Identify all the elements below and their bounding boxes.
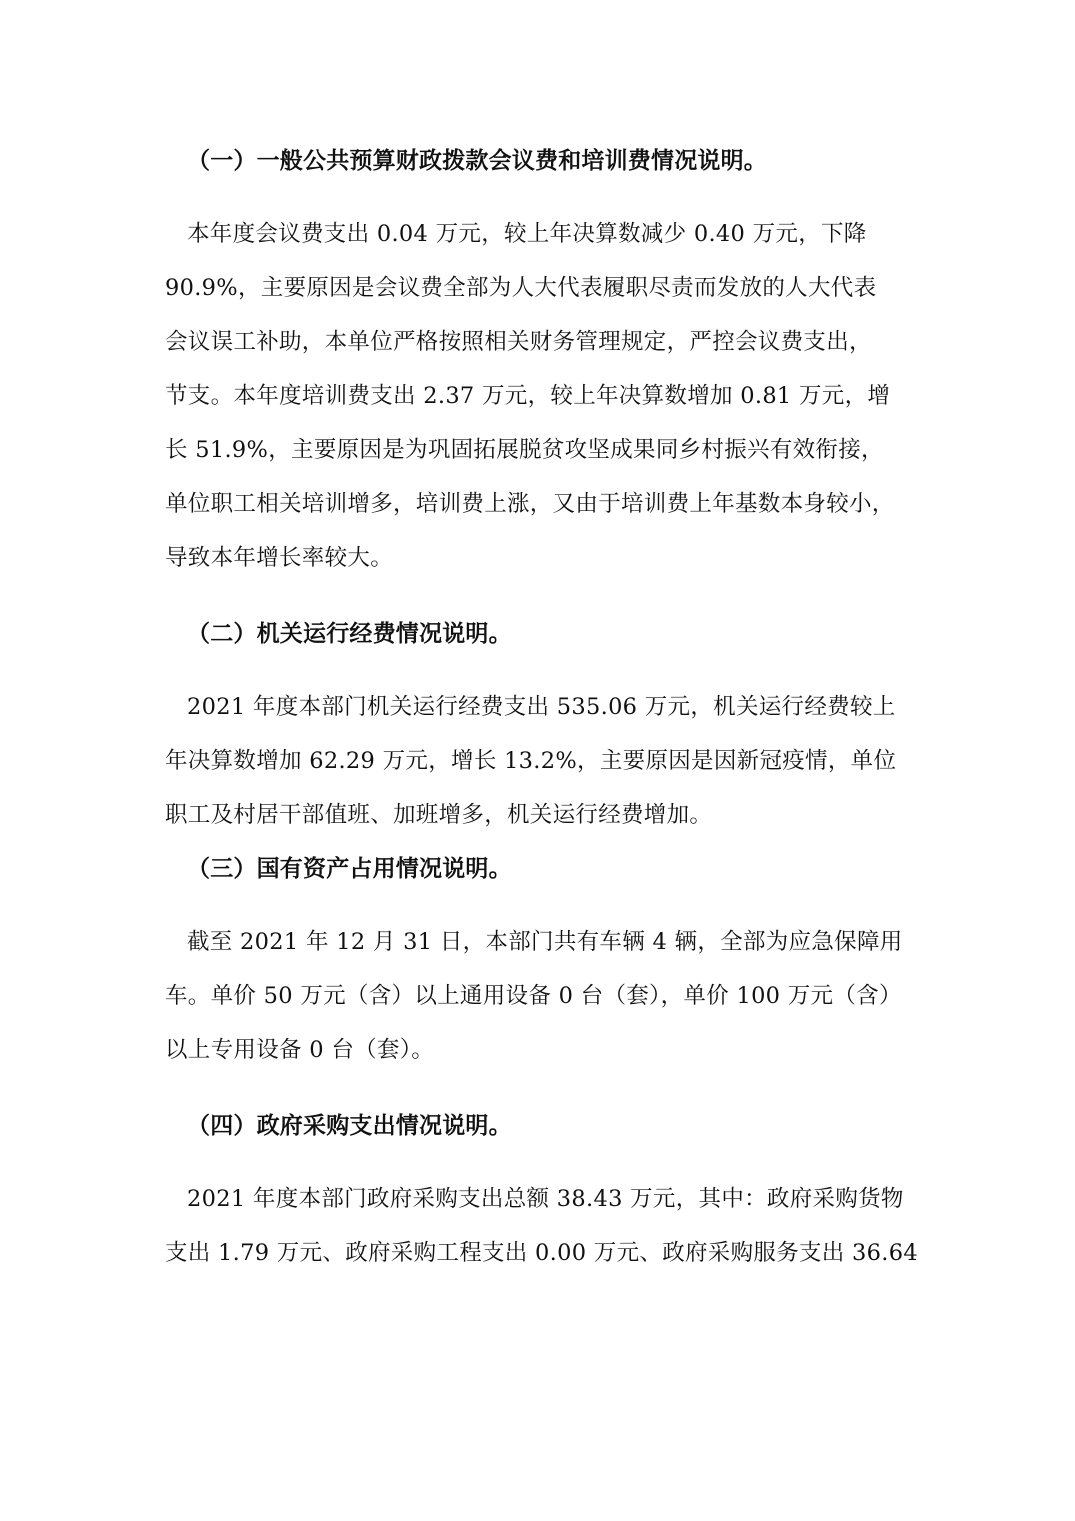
section-paragraph-4 — [165, 1172, 918, 1280]
paragraph-line: 职工及村居干部值班、加班增多，机关运行经费增加。 — [165, 802, 713, 828]
paragraph-line: 截至 2021 年 12 月 31 日，本部门共有车辆 4 辆，全部为应急保障用 — [187, 929, 903, 955]
paragraph-line: 会议误工补助，本单位严格按照相关财务管理规定，严控会议费支出， — [165, 329, 872, 355]
paragraph-line: 单位职工相关培训增多，培训费上涨，又由于培训费上年基数本身较小， — [165, 491, 895, 517]
paragraph-line: 本年度会议费支出 0.04 万元，较上年决算数减少 0.40 万元，下降 — [187, 221, 867, 247]
section-paragraph-3 — [165, 915, 915, 1077]
paragraph-line: 支出 1.79 万元、政府采购工程支出 0.00 万元、政府采购服务支出 36.64 — [165, 1240, 918, 1266]
section-heading-1: （一）一般公共预算财政拨款会议费和培训费情况说明。 — [187, 147, 767, 174]
section-paragraph-2 — [165, 680, 915, 842]
section-paragraph-1 — [165, 207, 915, 585]
paragraph-line: 长 51.9%，主要原因是为巩固拓展脱贫攻坚成果同乡村振兴有效衔接， — [165, 437, 884, 463]
paragraph-line: 2021 年度本部门政府采购支出总额 38.43 万元，其中：政府采购货物 — [187, 1186, 904, 1212]
paragraph-line: 车。单价 50 万元（含）以上通用设备 0 台（套），单价 100 万元（含） — [165, 983, 902, 1009]
paragraph-line: 90.9%，主要原因是会议费全部为人大代表履职尽责而发放的人大代表 — [165, 275, 877, 301]
section-heading-2: （二）机关运行经费情况说明。 — [187, 620, 512, 647]
paragraph-line: 导致本年增长率较大。 — [165, 545, 394, 571]
paragraph-line: 以上专用设备 0 台（套）。 — [165, 1037, 435, 1063]
paragraph-line: 2021 年度本部门机关运行经费支出 535.06 万元，机关运行经费较上 — [187, 694, 896, 720]
section-heading-4: （四）政府采购支出情况说明。 — [187, 1112, 512, 1139]
document-page — [165, 138, 918, 1280]
paragraph-line: 年决算数增加 62.29 万元，增长 13.2%，主要原因是因新冠疫情，单位 — [165, 748, 897, 774]
section-heading-3: （三）国有资产占用情况说明。 — [187, 855, 512, 882]
paragraph-line: 节支。本年度培训费支出 2.37 万元，较上年决算数增加 0.81 万元，增 — [165, 383, 891, 409]
